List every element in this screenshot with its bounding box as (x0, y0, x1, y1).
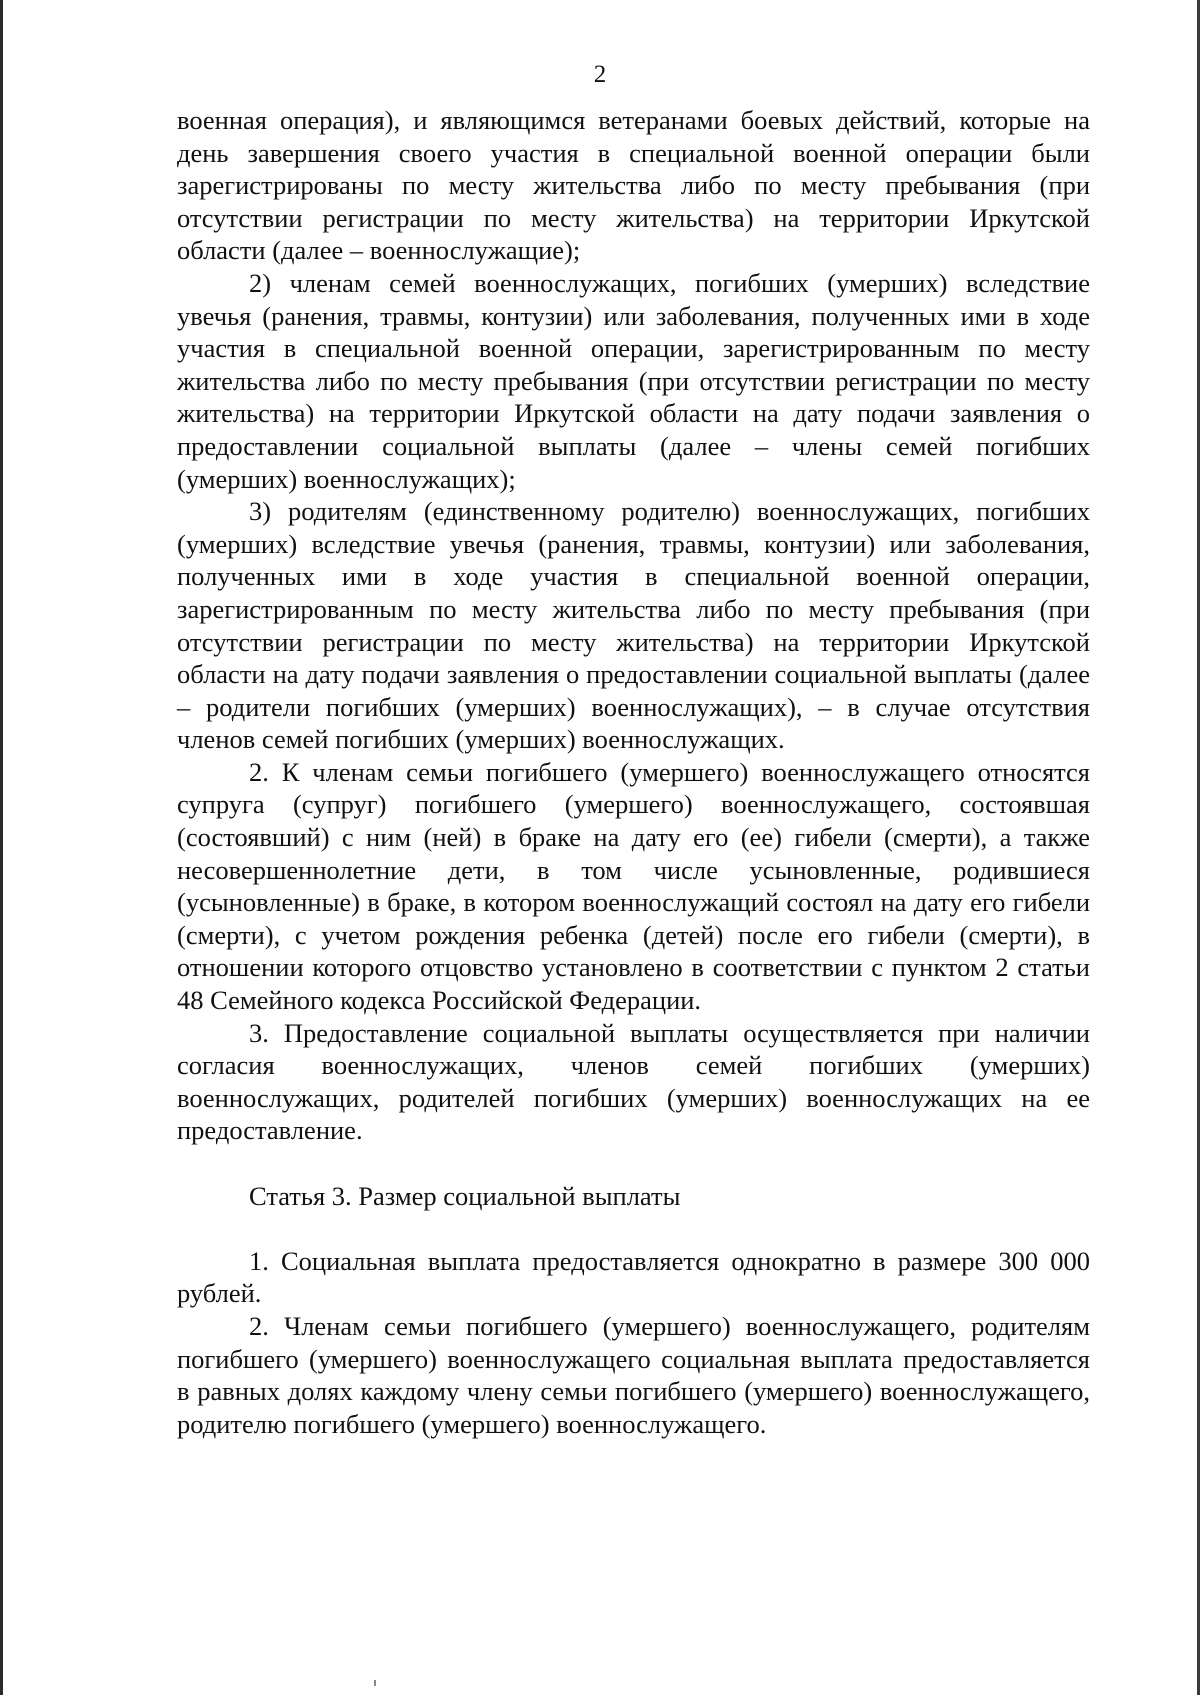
paragraph-article3-clause-2: 2. Членам семьи погибшего (умершего) военнослужащего, родителям погибшего (умершего) военнослужащего социальная выплата предоставляется в равных долях каждому члену семьи погибшего (умершего) военнослужащего, родителю погибшего (умершего) военнослужащего. (177, 1310, 1090, 1439)
document-body (177, 104, 1090, 1440)
paragraph-article3-clause-1: 1. Социальная выплата предоставляется однократно в размере 300 000 рублей. (177, 1245, 1090, 1309)
scan-speck (374, 1680, 376, 1686)
page-number: 2 (593, 61, 607, 88)
paragraph-item-3: 3) родителям (единственному родителю) военнослужащих, погибших (умерших) вследствие увечья (ранения, травмы, контузии) или заболевания, полученных ими в ходе участия в специальной военной операции, зарегистрированным по месту жительства либо по месту пребывания (при отсутствии регистрации по месту жительства) на территории Иркутской области на дату подачи заявления о предоставлении социальной выплаты (далее – родители погибших (умерших) военнослужащих), – в случае отсутствия членов семей погибших (умерших) военнослужащих. (177, 496, 1090, 755)
paragraph-continuation: военная операция), и являющимся ветеранами боевых действий, которые на день завершения своего участия в специальной военной операции были зарегистрированы по месту жительства либо по месту пребывания (при отсутствии регистрации по месту жительства) на территории Иркутской области (далее – военнослужащие); (177, 105, 1090, 266)
paragraph-clause-3: 3. Предоставление социальной выплаты осуществляется при наличии согласия военнослужащих, членов семей погибших (умерших) военнослужащих, родителей погибших (умерших) военнослужащих на ее предоставление. (177, 1017, 1090, 1146)
scan-edge-left (0, 0, 3, 1695)
paragraph-item-2: 2) членам семей военнослужащих, погибших (умерших) вследствие увечья (ранения, травмы, контузии) или заболевания, полученных ими в ходе участия в специальной военной операции, зарегистрированным по месту жительства либо по месту пребывания (при отсутствии регистрации по месту жительства) на территории Иркутской области на дату подачи заявления о предоставлении социальной выплаты (далее – члены семей погибших (умерших) военнослужащих); (177, 267, 1090, 494)
paragraph-clause-2: 2. К членам семьи погибшего (умершего) военнослужащего относятся супруга (супруг) погибшего (умершего) военнослужащего, состоявшая (состоявший) с ним (ней) в браке на дату его (ее) гибели (смерти), а также несовершеннолетние дети, в том числе усыновленные, родившиеся (усыновленные) в браке, в котором военнослужащий состоял на дату его гибели (смерти), с учетом рождения ребенка (детей) после его гибели (смерти), в отношении которого отцовство установлено в соответствии с пунктом 2 статьи 48 Семейного кодекса Российской Федерации. (177, 756, 1090, 1016)
article-heading: Статья 3. Размер социальной выплаты (249, 1180, 681, 1211)
